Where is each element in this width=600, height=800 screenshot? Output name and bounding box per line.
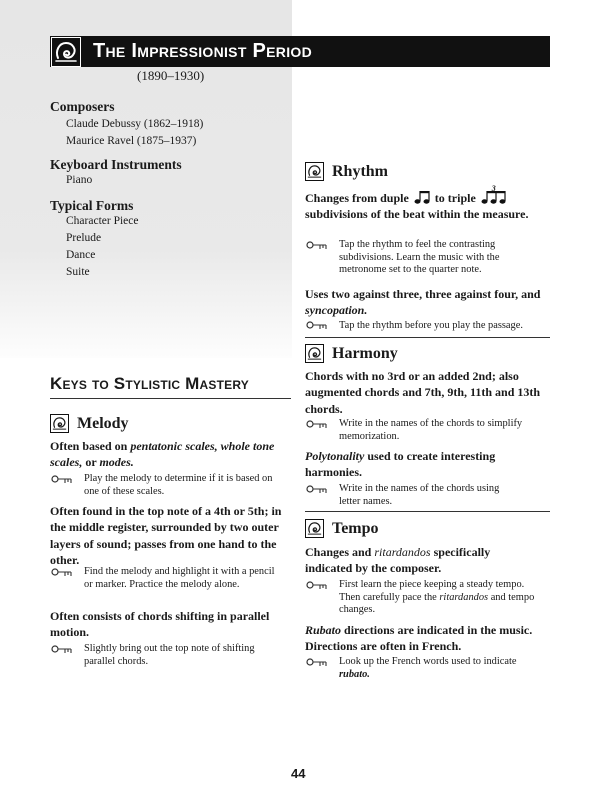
keyboard-block bbox=[50, 157, 182, 186]
spiral-icon bbox=[305, 344, 324, 363]
rhythm-paragraph-2: Uses two against three, three against four, and syncopation. bbox=[305, 287, 541, 318]
divider bbox=[305, 337, 550, 338]
key-icon bbox=[306, 581, 328, 591]
triplet-mark: 3 bbox=[491, 184, 496, 193]
tempo-title: Tempo bbox=[332, 519, 379, 537]
tempo-tip-1: First learn the piece keeping a steady tempo. Then carefully pace the ritardandos and tempo changes. bbox=[339, 579, 535, 615]
harmony-heading bbox=[305, 344, 398, 363]
spiral-icon bbox=[305, 162, 324, 181]
spiral-icon bbox=[305, 519, 324, 538]
key-icon bbox=[306, 321, 328, 331]
spiral-icon bbox=[51, 37, 81, 67]
spiral-icon bbox=[50, 414, 69, 433]
form-item: Dance bbox=[66, 249, 96, 261]
rhythm-paragraph-1: Changes from duple to triple 3 subdivisions of the beat within the measure. bbox=[305, 190, 550, 223]
tempo-tip-2: Look up the French words used to indicate rubato. bbox=[339, 656, 517, 680]
keys-title: Keys to Stylistic Mastery bbox=[50, 374, 249, 393]
key-icon bbox=[306, 485, 328, 495]
melody-heading bbox=[50, 414, 129, 433]
melody-paragraph-2: Often found in the top note of a 4th or 5th; in the middle register, surrounded by two outer layers of sound; passes from one hand to the other. bbox=[50, 504, 282, 568]
harmony-title: Harmony bbox=[332, 344, 398, 362]
composers-label: Composers bbox=[50, 99, 115, 114]
form-item: Suite bbox=[66, 266, 90, 278]
melody-paragraph-3: Often consists of chords shifting in parallel motion. bbox=[50, 609, 270, 640]
rhythm-tip-1: Tap the rhythm to feel the contrasting subdivisions. Learn the music with the metronome set to the quarter note. bbox=[339, 239, 500, 275]
eighth-notes-icon bbox=[412, 190, 432, 204]
page-number: 44 bbox=[291, 766, 306, 781]
rhythm-title: Rhythm bbox=[332, 162, 389, 180]
tempo-paragraph-1: Changes and ritardandos specifically indicated by the composer. bbox=[305, 545, 491, 576]
harmony-tip-1: Write in the names of the chords to simplify memorization. bbox=[339, 418, 523, 442]
key-icon bbox=[51, 475, 73, 485]
title-bar bbox=[50, 36, 550, 67]
harmony-tip-2: Write in the names of the chords using letter names. bbox=[339, 483, 500, 507]
harmony-paragraph-1: Chords with no 3rd or an added 2nd; also augmented chords and 7th, 9th, 11th and 13th chords. bbox=[305, 369, 541, 416]
key-icon bbox=[306, 241, 328, 251]
melody-paragraph-1: Often based on pentatonic scales, whole tone scales, or modes. bbox=[50, 439, 275, 470]
rhythm-heading bbox=[305, 162, 388, 181]
key-icon bbox=[51, 568, 73, 578]
form-item: Prelude bbox=[66, 232, 102, 244]
period-dates: (1890–1930) bbox=[137, 68, 205, 83]
keyboard-item: Piano bbox=[66, 174, 93, 186]
melody-title: Melody bbox=[77, 414, 129, 432]
divider bbox=[305, 511, 550, 512]
tempo-heading bbox=[305, 519, 379, 538]
keyboard-label: Keyboard Instruments bbox=[50, 157, 182, 172]
forms-block bbox=[50, 198, 138, 278]
key-icon bbox=[306, 658, 328, 668]
melody-tip-3: Slightly bring out the top note of shifting parallel chords. bbox=[84, 643, 255, 667]
composers-block bbox=[50, 99, 203, 147]
tempo-paragraph-2: Rubato directions are indicated in the music. Directions are often in French. bbox=[305, 623, 533, 654]
harmony-paragraph-2: Polytonality used to create interesting harmonies. bbox=[305, 449, 496, 480]
form-item: Character Piece bbox=[66, 215, 139, 227]
page-title: The Impressionist Period bbox=[93, 40, 313, 62]
melody-tip-2: Find the melody and highlight it with a pencil or marker. Practice the melody alone. bbox=[84, 566, 275, 590]
composer-item: Claude Debussy (1862–1918) bbox=[66, 118, 204, 130]
melody-tip-1: Play the melody to determine if it is based on one of these scales. bbox=[84, 473, 273, 497]
divider bbox=[50, 398, 291, 399]
rhythm-tip-2: Tap the rhythm before you play the passage. bbox=[339, 320, 523, 331]
key-icon bbox=[51, 645, 73, 655]
key-icon bbox=[306, 420, 328, 430]
forms-label: Typical Forms bbox=[50, 198, 134, 213]
composer-item: Maurice Ravel (1875–1937) bbox=[66, 135, 197, 147]
